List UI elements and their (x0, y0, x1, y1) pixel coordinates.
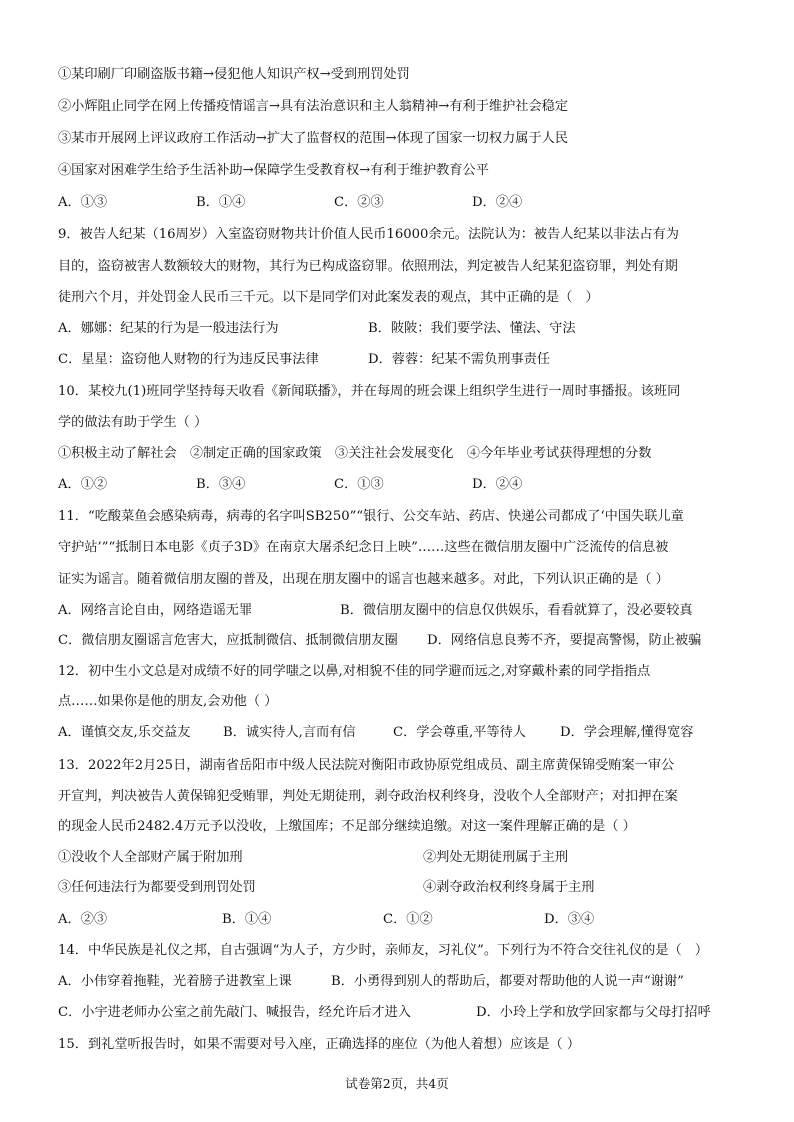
q14-option-d: D．小玲上学和放学回家都与父母打招呼 (476, 1005, 711, 1020)
q13-item-2: ②判处无期徒刑属于主刑 (423, 850, 569, 865)
q9-option-c: C．星星：盗窃他人财物的行为违反民事法律 (58, 352, 319, 367)
q8-item-4: ④国家对困难学生给予生活补助→保障学生受教育权→有利于维护教育公平 (58, 163, 489, 178)
q14-option-a: A．小伟穿着拖鞋，光着膀子进教室上课 (58, 974, 292, 989)
q8-item-3: ③某市开展网上评议政府工作活动→扩大了监督权的范围→体现了国家一切权力属于人民 (58, 131, 569, 146)
q8-item-1: ①某印刷厂印刷盗版书籍→侵犯他人知识产权→受到刑罚处罚 (58, 67, 410, 82)
q12-stem-line-1: 12．初中生小文总是对成绩不好的同学嗤之以鼻,对相貌不佳的同学避而远之,对穿戴朴素的同学指指点 (58, 664, 651, 679)
q11-option-b: B．微信朋友圈中的信息仅供娱乐，看看就算了，没必要较真 (340, 603, 693, 618)
q11-option-d: D．网络信息良莠不齐，要提高警惕，防止被骗 (427, 633, 702, 648)
q10-option-a: A．①② (58, 477, 108, 492)
q13-option-c: C．①② (383, 912, 433, 927)
q11-option-a: A．网络言论自由，网络造谣无罪 (58, 603, 253, 618)
q8-option-a: A．①③ (58, 195, 108, 210)
q11-stem-line-3: 证实为谣言。随着微信朋友圈的普及，出现在朋友圈中的谣言也越来越多。对此，下列认识正确的是（ ） (58, 572, 669, 587)
q15-stem: 15．到礼堂听报告时，如果不需要对号入座，正确选择的座位（为他人着想）应该是（ ） (58, 1037, 581, 1052)
q12-stem-line-2: 点……如果你是他的朋友,会劝他（ ） (58, 694, 278, 709)
q9-option-a: A．娜娜：纪某的行为是一般违法行为 (58, 321, 279, 336)
q11-stem-line-2: 守护站’”“抵制日本电影《贞子3D》在南京大屠杀纪念日上映”……这些在微信朋友圈中广泛流传的信息被 (58, 540, 669, 555)
q10-items: ①积极主动了解社会 ②制定正确的国家政策 ③关注社会发展变化 ④今年毕业考试获得理想的分数 (58, 446, 652, 461)
q13-item-4: ④剥夺政治权利终身属于主刑 (423, 880, 595, 895)
q13-option-b: B．①④ (222, 912, 272, 927)
q12-option-a: A．谨慎交友,乐交益友 (58, 725, 191, 740)
q13-item-3: ③任何违法行为都要受到刑罚处罚 (58, 880, 256, 895)
q10-stem-line-1: 10．某校九(1)班同学坚持每天收看《新闻联播》，并在每周的班会课上组织学生进行一周时事播报。该班同 (58, 384, 681, 399)
q11-option-c: C．微信朋友圈谣言危害大，应抵制微信、抵制微信朋友圈 (58, 633, 398, 648)
q9-option-b: B．陂陂：我们要学法、懂法、守法 (368, 321, 576, 336)
q14-option-c: C．小宇进老师办公室之前先敲门、喊报告，经允许后才进入 (58, 1005, 411, 1020)
q9-option-d: D．蓉蓉：纪某不需负刑事责任 (368, 352, 551, 367)
q12-option-b: B．诚实待人,言而有信 (223, 725, 356, 740)
q9-stem-line-1: 9．被告人纪某（16周岁）入室盗窃财物共计价值人民币16000余元。法院认为：被告人纪某以非法占有为 (58, 227, 679, 242)
q12-option-d: D．学会理解,懂得宽容 (560, 725, 694, 740)
q10-option-d: D．②④ (472, 477, 523, 492)
q14-option-b: B．小勇得到别人的帮助后，都要对帮助他的人说一声“谢谢” (331, 974, 684, 989)
q12-option-c: C．学会尊重,平等待人 (393, 725, 526, 740)
q10-option-b: B．③④ (196, 477, 246, 492)
q13-stem-line-3: 的现金人民币2482.4万元予以没收，上缴国库；不足部分继续追缴。对这一案件理解正确的是（ ） (58, 819, 636, 834)
q11-stem-line-1: 11．“吃酸菜鱼会感染病毒，病毒的名字叫SB250”“银行、公交车站、药店、快递公司都成了‘中国失联儿童 (58, 509, 684, 524)
q13-option-d: D．③④ (544, 912, 595, 927)
q9-stem-line-3: 徒刑六个月，并处罚金人民币三千元。以下是同学们对此案发表的观点，其中正确的是（ ） (58, 290, 599, 305)
q8-option-b: B．①④ (196, 195, 246, 210)
q10-stem-line-2: 学的做法有助于学生（ ） (58, 415, 208, 430)
q8-option-d: D．②④ (472, 195, 523, 210)
page-footer: 试卷第2页，共4页 (345, 1076, 449, 1091)
q10-option-c: C．①③ (334, 477, 384, 492)
q13-stem-line-1: 13．2022年2月25日，湖南省岳阳市中级人民法院对衡阳市政协原党组成员、副主席黄保锦受贿案一审公 (58, 758, 675, 773)
q13-option-a: A．②③ (58, 912, 108, 927)
q13-item-1: ①没收个人全部财产属于附加刑 (58, 850, 243, 865)
q9-stem-line-2: 目的，盗窃被害人数额较大的财物，其行为已构成盗窃罪。依照刑法，判定被告人纪某犯盗窃罪，判处有期 (58, 259, 678, 274)
q13-stem-line-2: 开宣判，判决被告人黄保锦犯受贿罪，判处无期徒刑，剥夺政治权利终身，没收个人全部财产；对扣押在案 (58, 789, 678, 804)
q14-stem: 14．中华民族是礼仪之邦，自古强调“为人子，方少时，亲师友，习礼仪”。下列行为不符合交往礼仪的是（ ） (58, 943, 709, 958)
q8-option-c: C．②③ (334, 195, 384, 210)
q8-item-2: ②小辉阻止同学在网上传播疫情谣言→具有法治意识和主人翁精神→有利于维护社会稳定 (58, 99, 569, 114)
